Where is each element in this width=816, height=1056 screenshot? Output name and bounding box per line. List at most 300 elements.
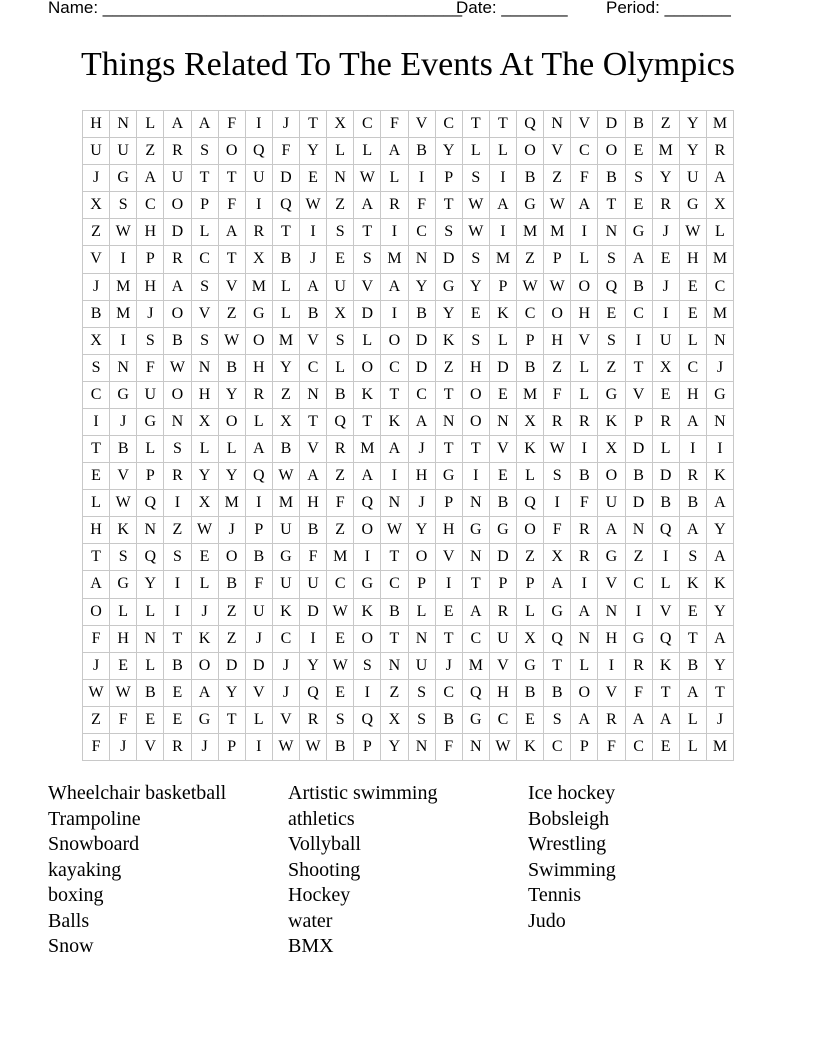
grid-cell: W <box>354 165 381 192</box>
grid-cell: T <box>83 436 110 463</box>
grid-cell: F <box>598 734 625 761</box>
grid-cell: N <box>598 599 625 626</box>
grid-cell: I <box>164 599 191 626</box>
grid-cell: R <box>571 409 598 436</box>
grid-cell: M <box>110 301 137 328</box>
grid-cell: A <box>653 707 680 734</box>
grid-cell: H <box>490 680 517 707</box>
grid-cell: J <box>300 246 327 273</box>
grid-cell: I <box>110 328 137 355</box>
grid-cell: T <box>83 544 110 571</box>
grid-cell: H <box>110 626 137 653</box>
grid-cell: A <box>192 680 219 707</box>
grid-cell: Q <box>137 490 164 517</box>
grid-cell: Z <box>626 544 653 571</box>
grid-cell: Q <box>653 517 680 544</box>
grid-cell: E <box>653 734 680 761</box>
grid-cell: B <box>219 571 246 598</box>
grid-cell: V <box>83 246 110 273</box>
grid-cell: G <box>517 653 544 680</box>
grid-cell: Q <box>653 626 680 653</box>
grid-cell: I <box>246 111 273 138</box>
grid-cell: K <box>517 734 544 761</box>
grid-cell: U <box>137 382 164 409</box>
grid-cell: S <box>626 165 653 192</box>
grid-cell: A <box>219 219 246 246</box>
grid-cell: J <box>192 734 219 761</box>
grid-cell: S <box>192 274 219 301</box>
grid-cell: S <box>354 653 381 680</box>
grid-cell: U <box>653 328 680 355</box>
word-list-item: Trampoline <box>48 807 141 830</box>
grid-cell: S <box>164 544 191 571</box>
grid-cell: X <box>273 409 300 436</box>
grid-cell: M <box>517 382 544 409</box>
grid-cell: K <box>490 301 517 328</box>
grid-cell: Y <box>273 355 300 382</box>
grid-cell: V <box>273 707 300 734</box>
grid-cell: B <box>517 165 544 192</box>
grid-cell: U <box>83 138 110 165</box>
grid-cell: C <box>707 274 734 301</box>
grid-cell: G <box>110 571 137 598</box>
grid-cell: L <box>192 436 219 463</box>
grid-cell: S <box>192 328 219 355</box>
grid-cell: L <box>192 571 219 598</box>
grid-cell: T <box>653 680 680 707</box>
grid-cell: P <box>436 165 463 192</box>
word-list-item: Bobsleigh <box>528 807 610 830</box>
grid-cell: D <box>626 436 653 463</box>
word-list-item: Wheelchair basketball <box>48 782 227 804</box>
grid-cell: I <box>354 544 381 571</box>
grid-cell: K <box>354 382 381 409</box>
grid-cell: B <box>409 138 436 165</box>
grid-cell: C <box>436 111 463 138</box>
grid-cell: L <box>110 599 137 626</box>
grid-cell: C <box>626 301 653 328</box>
grid-cell: R <box>680 463 707 490</box>
grid-cell: T <box>544 653 571 680</box>
grid-cell: M <box>273 490 300 517</box>
grid-cell: L <box>381 165 408 192</box>
grid-cell: G <box>680 192 707 219</box>
grid-cell: U <box>490 626 517 653</box>
grid-cell: K <box>381 409 408 436</box>
grid-cell: Z <box>517 544 544 571</box>
grid-cell: U <box>246 599 273 626</box>
grid-cell: S <box>83 355 110 382</box>
grid-cell: A <box>246 436 273 463</box>
grid-cell: O <box>164 382 191 409</box>
grid-cell: L <box>246 409 273 436</box>
grid-cell: N <box>571 626 598 653</box>
grid-cell: R <box>571 517 598 544</box>
grid-cell: G <box>544 599 571 626</box>
grid-cell: W <box>544 192 571 219</box>
grid-cell: I <box>626 328 653 355</box>
grid-cell: I <box>381 463 408 490</box>
grid-cell: Y <box>219 382 246 409</box>
grid-cell: T <box>219 165 246 192</box>
grid-cell: D <box>219 653 246 680</box>
grid-cell: G <box>110 382 137 409</box>
grid-cell: N <box>110 355 137 382</box>
grid-cell: L <box>327 355 354 382</box>
grid-cell: L <box>490 138 517 165</box>
grid-cell: K <box>354 599 381 626</box>
grid-cell: C <box>137 192 164 219</box>
grid-cell: O <box>544 301 571 328</box>
grid-cell: B <box>626 274 653 301</box>
grid-cell: A <box>381 436 408 463</box>
grid-cell: Q <box>517 111 544 138</box>
grid-cell: L <box>273 301 300 328</box>
grid-cell: L <box>83 490 110 517</box>
grid-cell: R <box>381 192 408 219</box>
grid-cell: B <box>219 355 246 382</box>
grid-cell: I <box>300 219 327 246</box>
grid-cell: T <box>381 382 408 409</box>
grid-cell: B <box>680 653 707 680</box>
grid-cell: Y <box>192 463 219 490</box>
grid-cell: L <box>137 436 164 463</box>
grid-cell: I <box>246 192 273 219</box>
word-search-grid <box>82 110 734 761</box>
grid-cell: X <box>327 301 354 328</box>
grid-cell: Q <box>273 192 300 219</box>
grid-cell: B <box>273 246 300 273</box>
grid-cell: Z <box>83 707 110 734</box>
grid-cell: F <box>436 734 463 761</box>
grid-cell: H <box>83 517 110 544</box>
grid-cell: H <box>192 382 219 409</box>
grid-cell: I <box>680 436 707 463</box>
grid-cell: F <box>219 111 246 138</box>
grid-cell: Z <box>164 517 191 544</box>
grid-cell: T <box>490 111 517 138</box>
grid-cell: M <box>707 734 734 761</box>
grid-cell: H <box>300 490 327 517</box>
grid-cell: C <box>381 355 408 382</box>
grid-cell: Y <box>680 138 707 165</box>
grid-cell: R <box>598 707 625 734</box>
grid-cell: A <box>300 463 327 490</box>
grid-cell: N <box>137 626 164 653</box>
grid-cell: M <box>246 274 273 301</box>
grid-cell: N <box>110 111 137 138</box>
grid-cell: Z <box>327 517 354 544</box>
grid-cell: J <box>83 165 110 192</box>
grid-cell: A <box>680 517 707 544</box>
grid-cell: F <box>327 490 354 517</box>
grid-cell: C <box>436 680 463 707</box>
grid-cell: I <box>544 490 571 517</box>
grid-cell: N <box>626 517 653 544</box>
grid-cell: U <box>409 653 436 680</box>
grid-cell: A <box>571 192 598 219</box>
grid-cell: D <box>598 111 625 138</box>
grid-cell: A <box>707 544 734 571</box>
grid-cell: F <box>571 490 598 517</box>
grid-cell: T <box>436 382 463 409</box>
grid-cell: K <box>653 653 680 680</box>
grid-cell: G <box>517 192 544 219</box>
grid-cell: U <box>110 138 137 165</box>
grid-cell: S <box>354 246 381 273</box>
grid-cell: B <box>327 734 354 761</box>
grid-cell: J <box>273 653 300 680</box>
grid-cell: Q <box>246 463 273 490</box>
grid-cell: K <box>598 409 625 436</box>
grid-cell: R <box>246 219 273 246</box>
grid-cell: P <box>354 734 381 761</box>
grid-cell: E <box>192 544 219 571</box>
grid-cell: P <box>544 246 571 273</box>
grid-cell: M <box>490 246 517 273</box>
grid-cell: M <box>354 436 381 463</box>
word-list <box>48 781 768 971</box>
grid-cell: B <box>626 111 653 138</box>
grid-cell: V <box>137 734 164 761</box>
grid-cell: X <box>707 192 734 219</box>
grid-cell: K <box>192 626 219 653</box>
grid-cell: P <box>571 734 598 761</box>
grid-cell: C <box>626 734 653 761</box>
grid-cell: D <box>436 246 463 273</box>
grid-cell: F <box>246 571 273 598</box>
grid-cell: C <box>517 301 544 328</box>
grid-cell: R <box>653 192 680 219</box>
grid-cell: L <box>680 328 707 355</box>
grid-cell: W <box>463 219 490 246</box>
grid-cell: S <box>164 436 191 463</box>
grid-cell: V <box>246 680 273 707</box>
word-list-item: Shooting <box>288 858 361 881</box>
grid-cell: A <box>571 599 598 626</box>
grid-cell: T <box>626 355 653 382</box>
grid-cell: S <box>137 328 164 355</box>
grid-cell: T <box>219 246 246 273</box>
grid-cell: N <box>707 328 734 355</box>
grid-cell: I <box>598 653 625 680</box>
grid-cell: I <box>626 599 653 626</box>
grid-cell: T <box>436 626 463 653</box>
grid-cell: U <box>680 165 707 192</box>
grid-cell: E <box>680 301 707 328</box>
grid-cell: B <box>110 436 137 463</box>
grid-cell: T <box>354 409 381 436</box>
word-list-item: Vollyball <box>288 833 361 855</box>
grid-cell: J <box>409 490 436 517</box>
grid-cell: W <box>83 680 110 707</box>
grid-cell: G <box>463 707 490 734</box>
grid-cell: U <box>273 517 300 544</box>
grid-cell: K <box>680 571 707 598</box>
grid-cell: O <box>598 463 625 490</box>
grid-cell: J <box>83 274 110 301</box>
grid-cell: C <box>300 355 327 382</box>
grid-cell: S <box>327 707 354 734</box>
grid-cell: S <box>463 246 490 273</box>
grid-cell: C <box>327 571 354 598</box>
grid-cell: X <box>517 626 544 653</box>
grid-cell: A <box>544 571 571 598</box>
grid-cell: E <box>463 301 490 328</box>
grid-cell: O <box>517 138 544 165</box>
grid-cell: J <box>137 301 164 328</box>
date-field: Date: _______ <box>456 0 568 17</box>
grid-cell: Y <box>409 274 436 301</box>
grid-cell: P <box>137 463 164 490</box>
grid-cell: I <box>707 436 734 463</box>
grid-cell: L <box>354 328 381 355</box>
grid-cell: W <box>300 192 327 219</box>
grid-cell: R <box>653 409 680 436</box>
grid-cell: L <box>571 355 598 382</box>
grid-cell: Y <box>300 138 327 165</box>
grid-cell: Y <box>381 734 408 761</box>
name-field: Name: ______________________________________ <box>48 0 463 17</box>
word-list-item: Snowboard <box>48 833 140 855</box>
grid-cell: W <box>164 355 191 382</box>
grid-cell: I <box>164 571 191 598</box>
grid-cell: B <box>680 490 707 517</box>
grid-cell: N <box>490 409 517 436</box>
grid-cell: A <box>164 274 191 301</box>
grid-cell: M <box>327 544 354 571</box>
grid-cell: X <box>327 111 354 138</box>
grid-cell: S <box>598 246 625 273</box>
grid-cell: E <box>653 382 680 409</box>
grid-cell: Q <box>354 490 381 517</box>
grid-cell: M <box>544 219 571 246</box>
grid-cell: S <box>409 680 436 707</box>
grid-cell: W <box>300 734 327 761</box>
grid-cell: R <box>626 653 653 680</box>
grid-cell: N <box>300 382 327 409</box>
grid-cell: C <box>381 571 408 598</box>
grid-cell: M <box>110 274 137 301</box>
grid-cell: C <box>273 626 300 653</box>
grid-cell: O <box>409 544 436 571</box>
grid-cell: L <box>707 219 734 246</box>
grid-cell: Y <box>219 463 246 490</box>
word-list-item: Swimming <box>528 858 616 881</box>
grid-cell: E <box>490 382 517 409</box>
grid-cell: J <box>273 680 300 707</box>
grid-cell: Z <box>219 301 246 328</box>
grid-cell: T <box>300 111 327 138</box>
grid-cell: I <box>490 219 517 246</box>
word-list-item: BMX <box>288 935 334 957</box>
grid-cell: G <box>626 219 653 246</box>
grid-cell: C <box>463 626 490 653</box>
grid-cell: J <box>83 653 110 680</box>
grid-cell: H <box>83 111 110 138</box>
grid-cell: J <box>192 599 219 626</box>
grid-cell: X <box>381 707 408 734</box>
grid-cell: E <box>327 626 354 653</box>
grid-cell: J <box>110 409 137 436</box>
grid-cell: O <box>463 409 490 436</box>
grid-cell: L <box>137 653 164 680</box>
grid-cell: C <box>544 734 571 761</box>
grid-cell: B <box>653 490 680 517</box>
grid-cell: E <box>436 599 463 626</box>
grid-cell: W <box>490 734 517 761</box>
grid-cell: Y <box>409 517 436 544</box>
grid-cell: M <box>219 490 246 517</box>
grid-cell: H <box>246 355 273 382</box>
grid-cell: A <box>409 409 436 436</box>
grid-cell: E <box>653 246 680 273</box>
grid-cell: W <box>110 680 137 707</box>
grid-cell: S <box>436 219 463 246</box>
grid-cell: Y <box>653 165 680 192</box>
grid-cell: J <box>246 626 273 653</box>
grid-cell: Z <box>544 165 571 192</box>
grid-cell: W <box>219 328 246 355</box>
grid-cell: U <box>598 490 625 517</box>
grid-cell: A <box>463 599 490 626</box>
grid-cell: N <box>137 517 164 544</box>
grid-cell: N <box>707 409 734 436</box>
grid-cell: O <box>219 409 246 436</box>
grid-cell: H <box>598 626 625 653</box>
grid-cell: L <box>653 436 680 463</box>
grid-cell: T <box>463 111 490 138</box>
grid-cell: W <box>110 219 137 246</box>
grid-cell: R <box>300 707 327 734</box>
grid-cell: G <box>436 463 463 490</box>
word-list-item: Tennis <box>528 884 582 906</box>
grid-cell: L <box>517 599 544 626</box>
grid-cell: J <box>707 355 734 382</box>
grid-cell: A <box>83 571 110 598</box>
grid-cell: Z <box>381 680 408 707</box>
grid-cell: P <box>490 571 517 598</box>
grid-cell: T <box>463 571 490 598</box>
grid-cell: L <box>517 463 544 490</box>
grid-cell: G <box>273 544 300 571</box>
grid-cell: F <box>83 734 110 761</box>
grid-cell: D <box>490 544 517 571</box>
grid-cell: M <box>463 653 490 680</box>
grid-cell: A <box>707 490 734 517</box>
grid-cell: V <box>354 274 381 301</box>
grid-cell: T <box>436 436 463 463</box>
grid-cell: E <box>110 653 137 680</box>
grid-cell: V <box>300 436 327 463</box>
grid-cell: B <box>626 463 653 490</box>
grid-cell: F <box>409 192 436 219</box>
grid-cell: A <box>598 517 625 544</box>
grid-cell: Q <box>137 544 164 571</box>
grid-cell: H <box>137 219 164 246</box>
grid-cell: M <box>707 246 734 273</box>
grid-cell: E <box>83 463 110 490</box>
grid-cell: N <box>463 734 490 761</box>
grid-cell: V <box>598 680 625 707</box>
grid-cell: P <box>517 328 544 355</box>
grid-cell: A <box>626 246 653 273</box>
grid-cell: I <box>571 436 598 463</box>
grid-cell: M <box>517 219 544 246</box>
grid-cell: S <box>110 544 137 571</box>
grid-cell: X <box>192 409 219 436</box>
grid-cell: Q <box>300 680 327 707</box>
